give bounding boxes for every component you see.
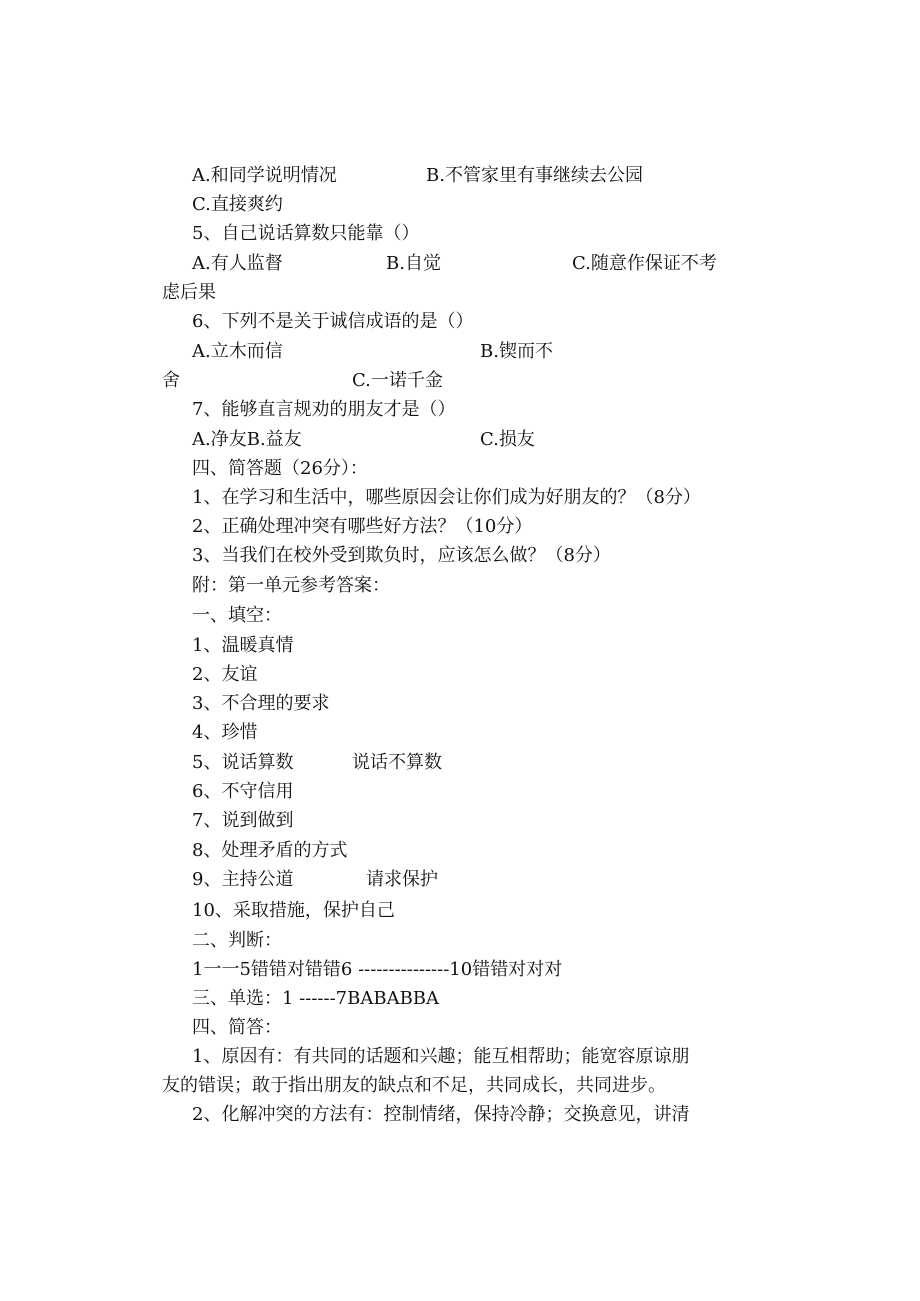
q6-option-b-cont: 舍	[162, 370, 180, 391]
answer-fill-10: 10、采取措施，保护自己	[192, 900, 395, 921]
answer-fill-5a: 5、说话算数	[192, 752, 294, 773]
answer-fill-6: 6、不守信用	[192, 781, 294, 802]
answer-fill-3: 3、不合理的要求	[192, 693, 330, 714]
answer-fill-5b: 说话不算数	[352, 752, 442, 773]
answer-single-choice: 三、单选：1 ------7BABABBA	[192, 988, 440, 1009]
answer-short-1-line1: 1、原因有：有共同的话题和兴趣；能互相帮助；能宽容原谅朋	[192, 1046, 690, 1067]
short-question-2: 2、正确处理冲突有哪些好方法？（10分）	[192, 516, 533, 537]
q7-option-ab: A.净友B.益友	[192, 429, 302, 450]
question-6: 6、下列不是关于诚信成语的是（）	[192, 311, 474, 332]
q6-option-c: C.一诺千金	[352, 370, 443, 391]
answer-fill-1: 1、温暖真情	[192, 635, 294, 656]
q7-option-c: C.损友	[480, 429, 535, 450]
option-a-explain: A.和同学说明情况	[192, 165, 337, 186]
question-7: 7、能够直言规劝的朋友才是（）	[192, 399, 456, 420]
answer-judge-heading: 二、判断：	[192, 930, 282, 951]
answer-key-heading: 附：第一单元参考答案：	[192, 575, 390, 596]
answer-fill-2: 2、友谊	[192, 664, 258, 685]
answer-fill-9a: 9、主持公道	[192, 869, 294, 890]
short-question-1: 1、在学习和生活中，哪些原因会让你们成为好朋友的？（8分）	[192, 487, 701, 508]
option-c-cancel: C.直接爽约	[192, 194, 283, 215]
answer-fill-blank-heading: 一、填空：	[192, 605, 282, 626]
q6-option-b: B.锲而不	[480, 341, 553, 362]
short-question-3: 3、当我们在校外受到欺负时，应该怎么做？（8分）	[192, 545, 611, 566]
answer-fill-7: 7、说到做到	[192, 810, 294, 831]
q5-option-a: A.有人监督	[192, 253, 283, 274]
answer-short-2-line1: 2、化解冲突的方法有：控制情绪，保持冷静；交换意见，讲清	[192, 1104, 690, 1125]
answer-fill-9b: 请求保护	[366, 869, 438, 890]
answer-fill-4: 4、珍惜	[192, 722, 258, 743]
question-5: 5、自己说话算数只能靠（）	[192, 223, 420, 244]
answer-fill-8: 8、处理矛盾的方式	[192, 840, 348, 861]
q5-option-c: C.随意作保证不考	[572, 253, 717, 274]
q6-option-a: A.立木而信	[192, 341, 283, 362]
answer-judge-values: 1一一5错错对错错6 ---------------10错错对对对	[192, 959, 563, 980]
answer-short-1-line2: 友的错误；敢于指出朋友的缺点和不足，共同成长，共同进步。	[162, 1075, 666, 1096]
q5-option-c-cont: 虑后果	[162, 282, 216, 303]
option-b-park: B.不管家里有事继续去公园	[426, 165, 643, 186]
section-short-answer: 四、简答题（26分）：	[192, 458, 368, 479]
q5-option-b: B.自觉	[386, 253, 441, 274]
answer-short-heading: 四、简答：	[192, 1017, 282, 1038]
